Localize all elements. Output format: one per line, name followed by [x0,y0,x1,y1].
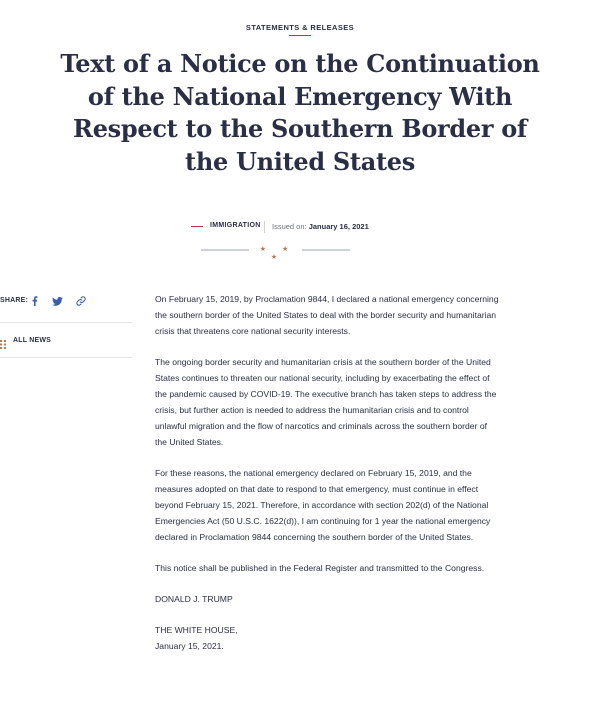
all-news-label: ALL NEWS [13,337,52,344]
share-row [0,293,132,323]
signature-name: DONALD J. TRUMP [155,594,233,604]
meta-category-link[interactable]: IMMIGRATION [210,222,261,229]
issued-label: Issued on: [272,222,307,231]
issued-on [272,222,369,231]
meta-accent-dash [191,226,203,227]
paragraph: This notice shall be published in the Federal Register and transmitted to the Congress. [155,563,485,573]
signature-block [155,622,500,654]
paragraph: For these reasons, the national emergency declared on February 15, 2019, and the measures adopted on that date to respond to that emergency, must continue in effect beyond February 15, 2021. Therefore, in accordance with section 202(d) of the National Emergencies Act (50 U.S.C. 1622(d)), I am continuing for 1 year the national emergency declared in Proclamation 9844 concerning the southern border of the United States. [155,468,491,542]
divider-line-right [302,249,350,251]
link-icon[interactable] [75,295,87,307]
divider-stars: ★ ★ ★ [259,246,296,261]
twitter-icon[interactable] [51,295,63,307]
category-underline [289,35,311,36]
signature-date: January 15, 2021. [155,641,224,651]
article-body [155,291,500,669]
paragraph: On February 15, 2019, by Proclamation 9844, I declared a national emergency concerning the southern border of the United States to deal with the border security and humanitarian crisis that threatens core national security interests. [155,294,499,336]
article-meta [0,221,600,233]
all-news-link[interactable] [0,323,132,358]
sidebar [0,293,132,358]
meta-separator [264,221,265,233]
issued-date: January 16, 2021 [308,222,369,231]
facebook-icon[interactable] [28,295,40,307]
share-label: SHARE: [0,297,29,304]
page-title: Text of a Notice on the Continuation of the National Emergency With Respect to the Southern Border of the United States [60,49,540,176]
grid-icon [0,336,7,345]
category-label[interactable]: STATEMENTS & RELEASES [245,23,355,32]
paragraph: The ongoing border security and humanitarian crisis at the southern border of the United States continues to threaten our national security, including by exacerbating the effect of the pandemic caused by COVID-19. The executive branch has taken steps to address the crisis, but further action is needed to address the humanitarian crisis and to control unlawful migration and the flow of narcotics and criminals across the southern border of the United States. [155,357,497,447]
divider-line-left [201,249,249,251]
signature-org: THE WHITE HOUSE, [155,625,238,635]
